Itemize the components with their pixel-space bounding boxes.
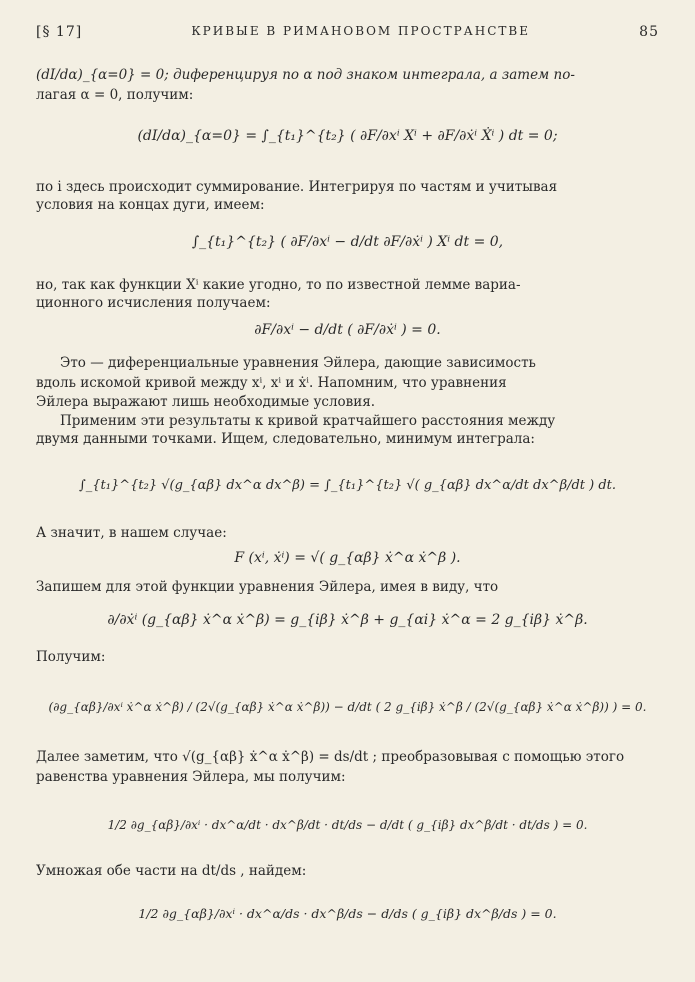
text-line: ционного исчисления получаем: (36, 295, 271, 311)
running-header (36, 24, 659, 40)
section-number: [§ 17] (36, 24, 83, 40)
equation: (dI/dα)_{α=0} = ∫_{t₁}^{t₂} ( ∂F/∂xⁱ Xⁱ + ∂F/∂ẋⁱ Ẋⁱ ) dt = 0; (137, 128, 558, 144)
text-line: Эйлера выражают лишь необходимые условия. (36, 394, 376, 410)
text-line: но, так как функции Xⁱ какие угодно, то по известной лемме вариа- (36, 277, 521, 293)
page-number: 85 (639, 24, 659, 40)
text-line: Далее заметим, что √(g_{αβ} ẋ^α ẋ^β) = ds/dt ; преобразовывая с помощью этого (36, 749, 625, 765)
equation: ∫_{t₁}^{t₂} √(g_{αβ} dx^α dx^β) = ∫_{t₁}^{t₂} √( g_{αβ} dx^α/dt dx^β/dt ) dt. (78, 478, 617, 493)
text-line: лагая α = 0, получим: (36, 87, 194, 103)
text-line: двумя данными точками. Ищем, следовательно, минимум интеграла: (36, 431, 535, 447)
text-line: Получим: (36, 649, 106, 665)
equation: (∂g_{αβ}/∂xⁱ ẋ^α ẋ^β) / (2√(g_{αβ} ẋ^α ẋ^β)) − d/dt ( 2 g_{iβ} ẋ^β / (2√(g_{αβ} ẋ^α ẋ^β)) ) = 0. (48, 700, 647, 714)
equation: F (xⁱ, ẋⁱ) = √( g_{αβ} ẋ^α ẋ^β ). (234, 550, 461, 566)
text-line: Умножая обе части на dt/ds , найдем: (36, 863, 307, 879)
equation: ∂F/∂xⁱ − d/dt ( ∂F/∂ẋⁱ ) = 0. (254, 322, 441, 338)
text-line: по i здесь происходит суммирование. Интегрируя по частям и учитывая (36, 179, 558, 195)
text-line: Запишем для этой функции уравнения Эйлера, имея в виду, что (36, 579, 499, 595)
header-title: КРИВЫЕ В РИМАНОВОМ ПРОСТРАНСТВЕ (191, 24, 530, 38)
text-line: условия на концах дуги, имеем: (36, 197, 265, 213)
text-line: равенства уравнения Эйлера, мы получим: (36, 769, 346, 785)
equation: 1/2 ∂g_{αβ}/∂xⁱ · dx^α/ds · dx^β/ds − d/ds ( g_{iβ} dx^β/ds ) = 0. (138, 906, 557, 921)
text-line: вдоль искомой кривой между xⁱ, xⁱ и ẋⁱ. Напомним, что уравнения (36, 375, 507, 391)
text-line: (dI/dα)_{α=0} = 0; диференцируя по α под знаком интеграла, а затем по- (36, 67, 575, 83)
equation: ∂/∂ẋⁱ (g_{αβ} ẋ^α ẋ^β) = g_{iβ} ẋ^β + g_{αi} ẋ^α = 2 g_{iβ} ẋ^β. (107, 612, 588, 628)
text-line: Это — диференциальные уравнения Эйлера, дающие зависимость (60, 355, 536, 371)
equation: ∫_{t₁}^{t₂} ( ∂F/∂xⁱ − d/dt ∂F/∂ẋⁱ ) Xⁱ dt = 0, (191, 234, 504, 250)
text-line: Применим эти результаты к кривой кратчайшего расстояния между (60, 413, 556, 429)
text-line: А значит, в нашем случае: (36, 525, 227, 541)
equation: 1/2 ∂g_{αβ}/∂xⁱ · dx^α/dt · dx^β/dt · dt/ds − d/dt ( g_{iβ} dx^β/dt · dt/ds ) = 0. (107, 818, 588, 832)
